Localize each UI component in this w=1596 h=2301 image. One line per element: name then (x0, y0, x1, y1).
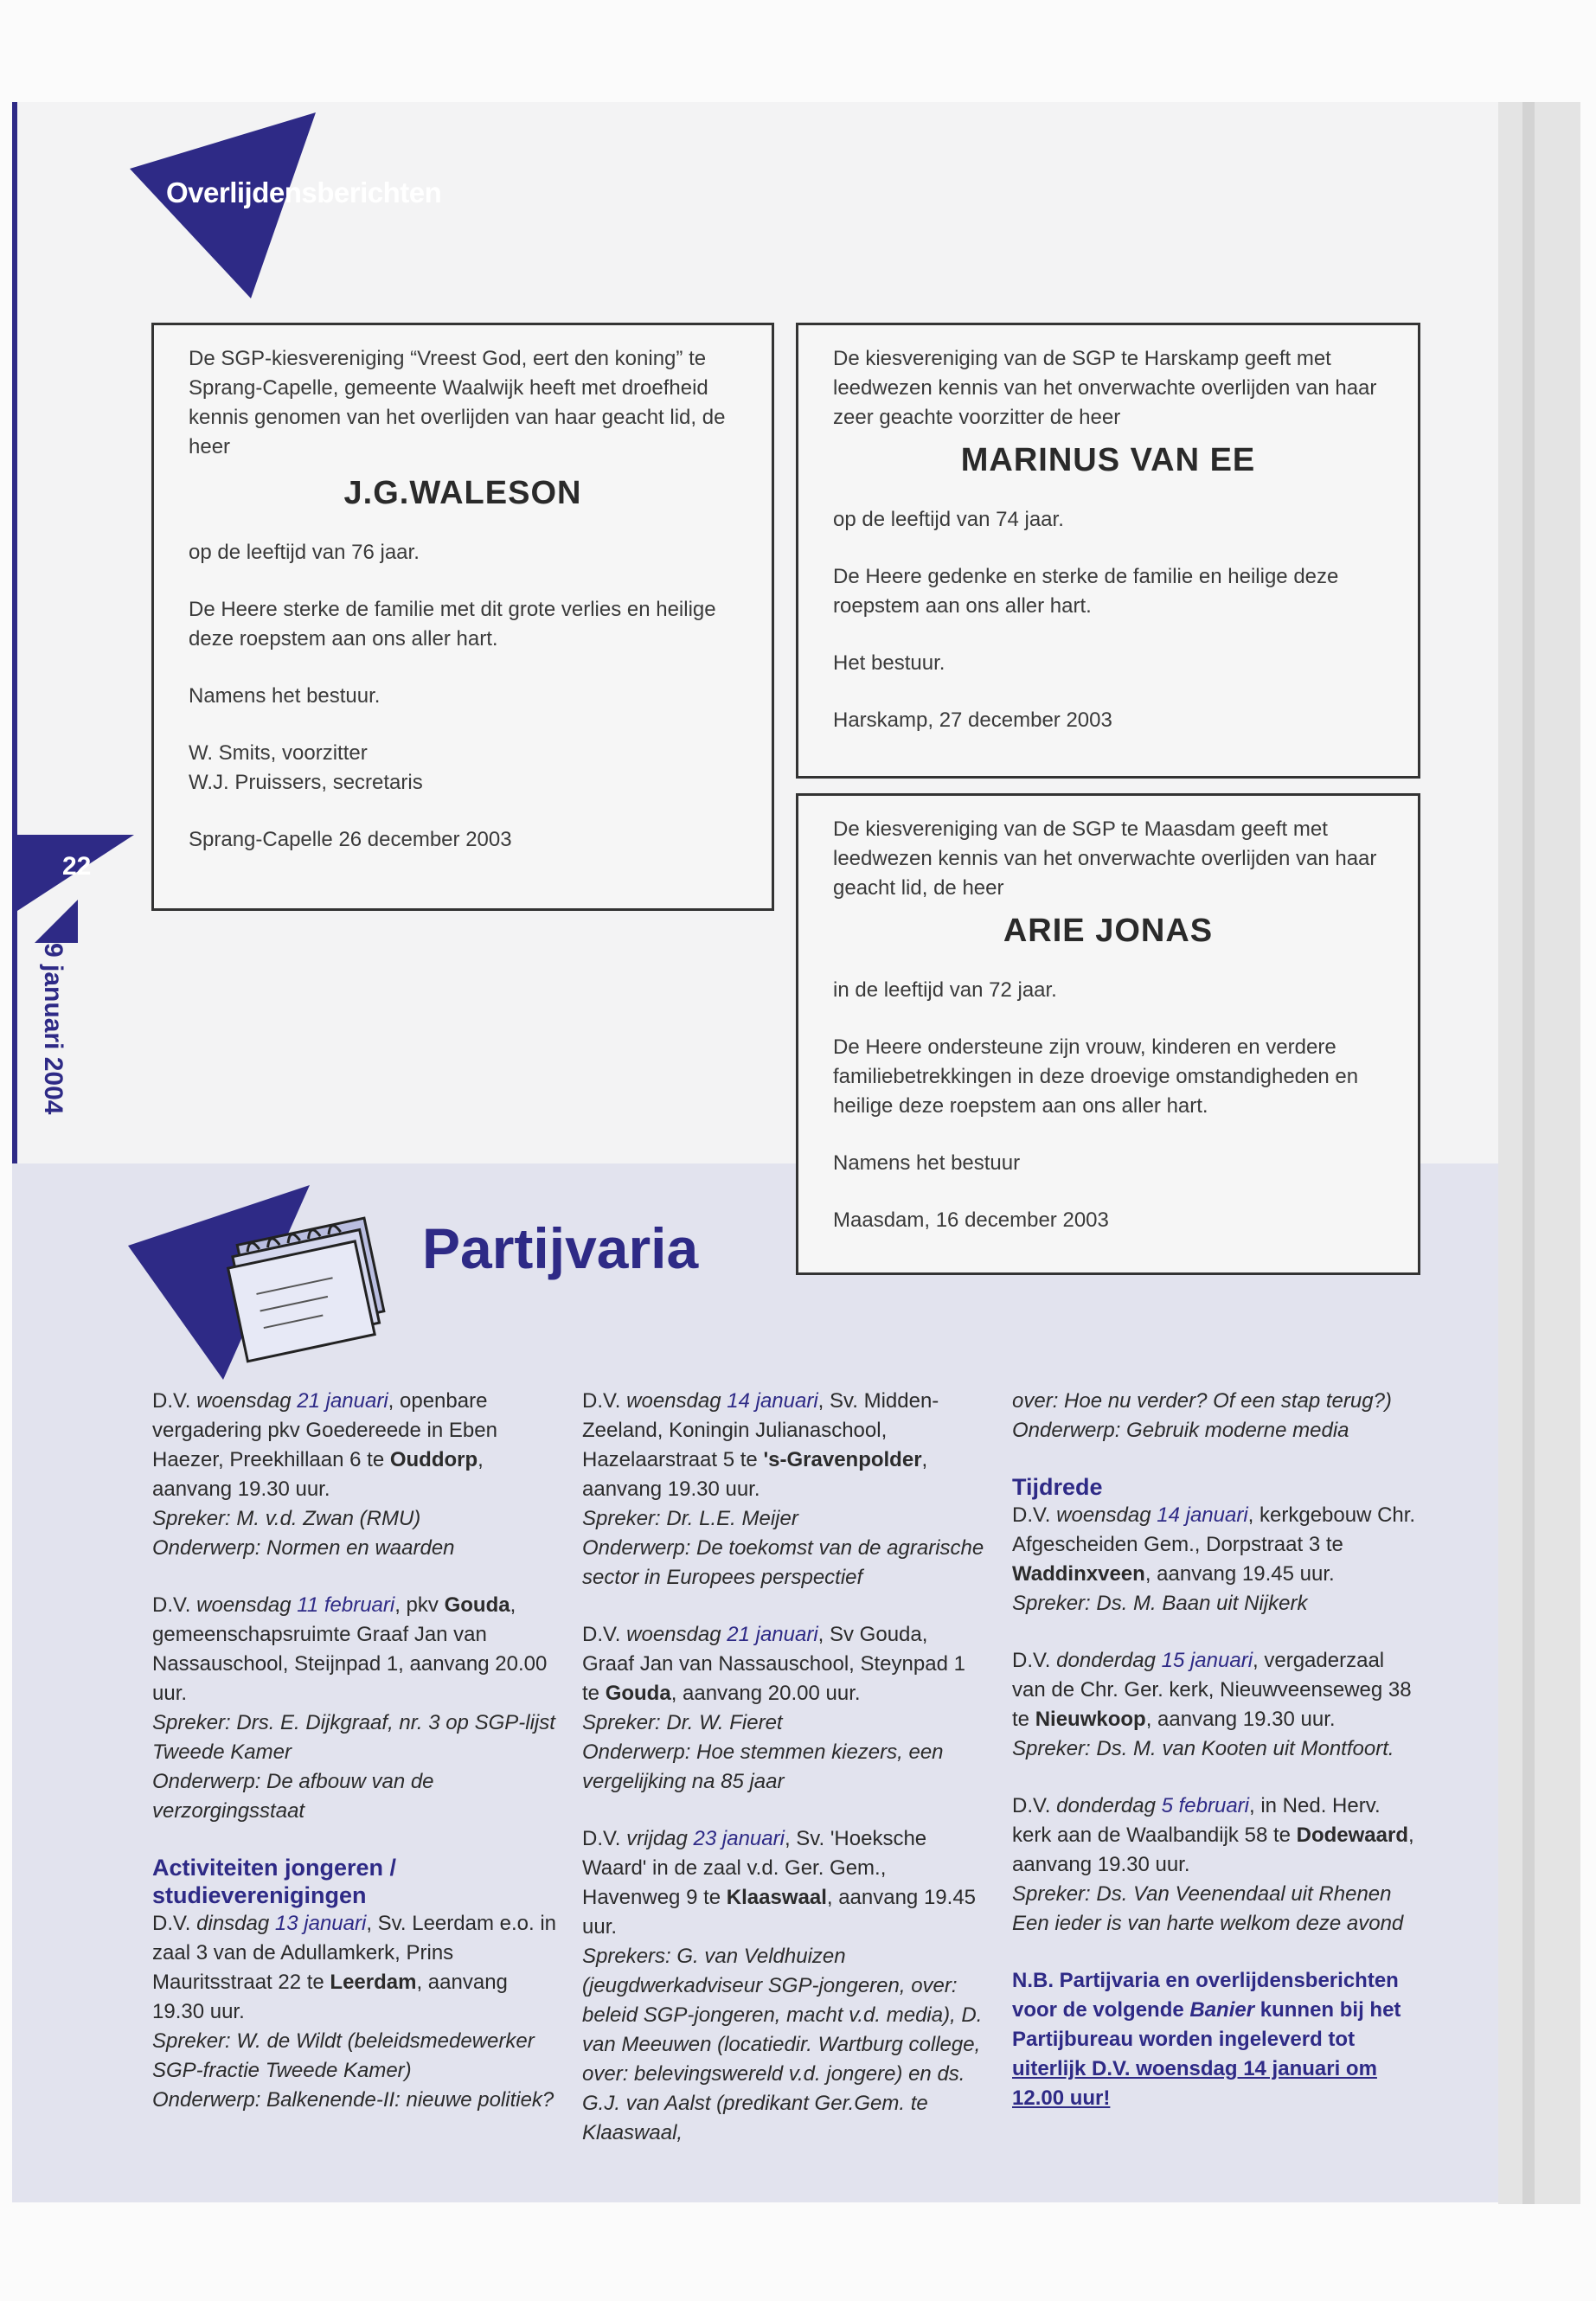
deceased-name: J.G.WALESON (343, 475, 582, 511)
signer: W. Smits, voorzitter (189, 741, 368, 765)
notice-age: op de leeftijd van 76 jaar. (189, 541, 420, 564)
submission-note: N.B. Partijvaria en overlijdensberichten voor de volgende Banier kunnen bij het Partijbureau worden ingeleverd tot uiterlijk D.V. woensdag 14 januari om 12.00 uur! (1012, 1969, 1401, 2110)
event-item: D.V. donderdag 5 februari, in Ned. Herv. kerk aan de Waalbandijk 58 te Dodewaard, aanvang 19.30 uur. Spreker: Ds. Van Veenendaal uit Rhenen Een ieder is van harte welkom deze avond (1012, 1794, 1414, 1935)
notice-signers (189, 739, 737, 798)
event-item: D.V. vrijdag 23 januari, Sv. 'Hoeksche Waard' in de zaal v.d. Ger. Gem., Havenweg 9 te Klaaswaal, aanvang 19.45 uur. Sprekers: G. van Veldhuizen (jeugdwerkadviseur SGP-jongeren, over: beleid SGP-jongeren, macht v.d. media), D. van Meeuwen (locatiedir. Wartburg college, over: belevingswereld v.d. jongere) en ds. G.J. van Aalst (predikant Ger.Gem. te Klaaswaal, (582, 1827, 983, 2144)
events-column-1 (152, 1387, 559, 2143)
issue-date: 9 januari 2004 (39, 943, 67, 1115)
signer: W.J. Pruissers, secretaris (189, 771, 423, 794)
event-item: D.V. donderdag 15 januari, vergaderzaal van de Chr. Ger. kerk, Nieuwveenseweg 38 te Nieuwkoop, aanvang 19.30 uur. Spreker: Ds. M. van Kooten uit Montfoort. (1012, 1649, 1412, 1760)
notice-place-date: Sprang-Capelle 26 december 2003 (189, 828, 512, 851)
event-item: D.V. dinsdag 13 januari, Sv. Leerdam e.o. in zaal 3 van de Adullamkerk, Prins Mauritsstraat 22 te Leerdam, aanvang 19.30 uur. Spreker: W. de Wildt (beleidsmedewerker SGP-fractie Tweede Kamer) Onderwerp: Balkenende-II: nieuwe politiek? (152, 1912, 556, 2112)
notice-intro: De kiesvereniging van de SGP te Maasdam geeft met leedwezen kennis van het onverwachte overlijden van haar geacht lid, de heer (833, 817, 1377, 900)
partijvaria-title: Partijvaria (422, 1216, 699, 1280)
event-continuation: over: Hoe nu verder? Of een stap terug?) Onderwerp: Gebruik moderne media (1012, 1389, 1392, 1442)
notice-message: De Heere gedenke en sterke de familie en heilige deze roepstem aan ons aller hart. (833, 565, 1339, 618)
subheading: Activiteiten jongeren / studieverenigingen (152, 1855, 397, 1908)
notice-intro: De SGP-kiesvereniging “Vreest God, eert den koning” te Sprang-Capelle, gemeente Waalwijk heeft met droefheid kennis genomen van het overlijden van haar geacht lid, de heer (189, 347, 726, 458)
notice-behalf: Namens het bestuur (833, 1151, 1021, 1175)
event-item: D.V. woensdag 14 januari, Sv. Midden-Zeeland, Koningin Julianaschool, Hazelaarstraat 5 te 's-Gravenpolder, aanvang 19.30 uur. Spreker: Dr. L.E. Meijer Onderwerp: De toekomst van de agrarische sector in Europees perspectief (582, 1389, 984, 1589)
deceased-name: MARINUS VAN EE (960, 442, 1256, 478)
event-item: D.V. woensdag 21 januari, openbare vergadering pkv Goedereede in Eben Haezer, Preekhillaan 6 te Ouddorp, aanvang 19.30 uur. Spreker: M. v.d. Zwan (RMU) Onderwerp: Normen en waarden (152, 1389, 497, 1560)
notice-behalf: Het bestuur. (833, 651, 945, 675)
page-edge (1498, 102, 1580, 2204)
page-number: 22 (62, 852, 92, 881)
notice-message: De Heere ondersteune zijn vrouw, kinderen en verdere familiebetrekkingen in deze droevige omstandigheden en heilige deze roepstem aan ons aller hart. (833, 1035, 1359, 1118)
event-item: D.V. woensdag 11 februari, pkv Gouda, gemeenschapsruimte Graaf Jan van Nassauschool, Steijnpad 1, aanvang 20.00 uur. Spreker: Drs. E. Dijkgraaf, nr. 3 op SGP-lijst Tweede Kamer Onderwerp: De afbouw van de verzorgingsstaat (152, 1593, 555, 1823)
events-column-2 (582, 1387, 984, 2176)
event-item: D.V. woensdag 14 januari, kerkgebouw Chr. Afgescheiden Gem., Dorpstraat 3 te Waddinxveen, aanvang 19.45 uur. Spreker: Ds. M. Baan uit Nijkerk (1012, 1503, 1416, 1615)
obituary-notice-waleson (151, 323, 774, 911)
events-column-3 (1012, 1387, 1419, 2141)
notice-age: op de leeftijd van 74 jaar. (833, 508, 1064, 531)
section-title: Overlijdensberichten (166, 176, 442, 208)
notebook-icon (128, 1185, 405, 1384)
subheading: Tijdrede (1012, 1474, 1103, 1500)
page-corner-triangle-icon (35, 900, 78, 943)
page-edge-shadow (1522, 102, 1535, 2204)
obituary-notice-van-ee (796, 323, 1420, 779)
notice-message: De Heere sterke de familie met dit grote verlies en heilige deze roepstem aan ons aller hart. (189, 598, 716, 651)
notice-intro: De kiesvereniging van de SGP te Harskamp geeft met leedwezen kennis van het onverwachte overlijden van haar zeer geachte voorzitter de heer (833, 347, 1377, 429)
deceased-name: ARIE JONAS (1003, 913, 1214, 949)
event-item: D.V. woensdag 21 januari, Sv Gouda, Graaf Jan van Nassauschool, Steynpad 1 te Gouda, aanvang 20.00 uur. Spreker: Dr. W. Fieret Onderwerp: Hoe stemmen kiezers, een vergelijking na 85 jaar (582, 1623, 965, 1793)
notice-place-date: Harskamp, 27 december 2003 (833, 708, 1112, 732)
notice-behalf: Namens het bestuur. (189, 684, 381, 708)
notice-place-date: Maasdam, 16 december 2003 (833, 1208, 1109, 1232)
obituary-notice-jonas (796, 793, 1420, 1275)
notice-age: in de leeftijd van 72 jaar. (833, 978, 1057, 1002)
